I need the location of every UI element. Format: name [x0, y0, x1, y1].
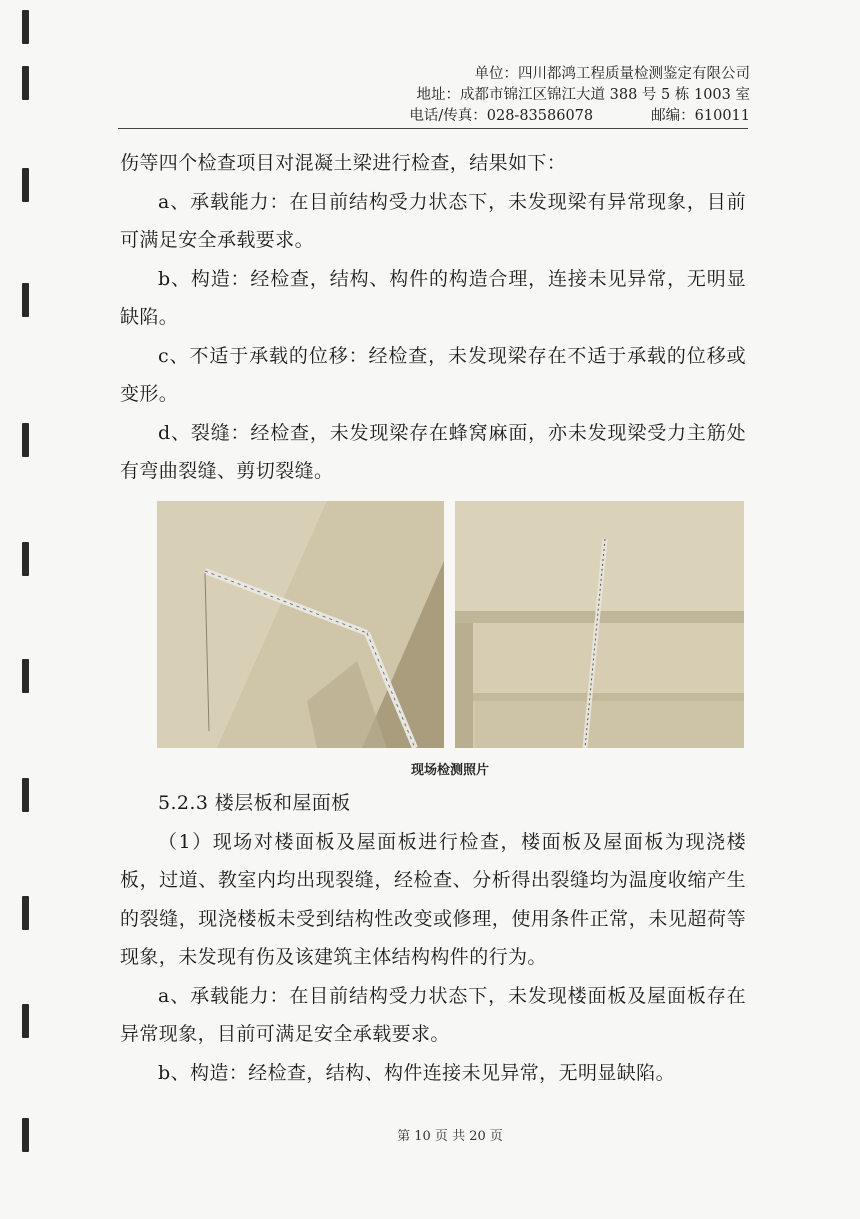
binding-mark: [22, 168, 29, 202]
slab-item-a: a、承载能力：在目前结构受力状态下，未发现楼面板及屋面板存在异常现象，目前可满足安全承载要求。: [120, 984, 746, 1045]
photo-caption: 现场检测照片: [410, 763, 489, 778]
binding-mark: [22, 542, 29, 576]
header-divider: [118, 128, 748, 129]
binding-mark: [22, 10, 29, 44]
binding-mark: [22, 283, 29, 317]
binding-mark: [22, 1004, 29, 1038]
beam-item-a: a、承载能力：在目前结构受力状态下，未发现梁有异常现象，目前可满足安全承载要求。: [120, 190, 746, 251]
beam-item-d: d、裂缝：经检查，未发现梁存在蜂窝麻面，亦未发现梁受力主筋处有弯曲裂缝、剪切裂缝。: [120, 421, 746, 482]
header-contact-row: [409, 106, 750, 127]
binding-mark: [22, 659, 29, 693]
binding-mark: [22, 66, 29, 100]
section-beam-results: [120, 144, 746, 491]
header-address: 地址：成都市锦江区锦江大道 388 号 5 栋 1003 室: [416, 87, 750, 103]
ceiling-measurement-photo: [455, 501, 744, 748]
photo-row: [157, 501, 744, 748]
page-header: [409, 64, 750, 127]
header-postcode: 邮编：610011: [651, 108, 750, 124]
section-heading: 5.2.3 楼层板和屋面板: [158, 792, 351, 814]
binding-mark: [22, 778, 29, 812]
slab-item-b: b、构造：经检查，结构、构件连接未见异常，无明显缺陷。: [158, 1061, 675, 1084]
header-phone: 电话/传真：028-83586078: [409, 108, 594, 124]
header-unit: 单位：四川都鸿工程质量检测鉴定有限公司: [474, 66, 750, 82]
beam-item-b: b、构造：经检查，结构、构件的构造合理，连接未见异常，无明显缺陷。: [120, 267, 746, 328]
beam-item-c: c、不适于承载的位移：经检查，未发现梁存在不适于承载的位移或变形。: [120, 344, 746, 405]
page-number: 第 10 页 共 20 页: [397, 1129, 503, 1144]
beam-measurement-photo: [157, 501, 444, 748]
binding-mark: [22, 896, 29, 930]
slab-paragraph-1: （1）现场对楼面板及屋面板进行检查，楼面板及屋面板为现浇楼板，过道、教室内均出现裂缝，经检查、分析得出裂缝均为温度收缩产生的裂缝，现浇楼板未受到结构性改变或修理，使用条件正常，未见超荷等现象，未发现有伤及该建筑主体结构构件的行为。: [120, 830, 746, 968]
section-floor-slab: [120, 784, 746, 1092]
binding-mark: [22, 423, 29, 457]
beam-intro: 伤等四个检查项目对混凝土梁进行检查，结果如下：: [120, 152, 567, 174]
